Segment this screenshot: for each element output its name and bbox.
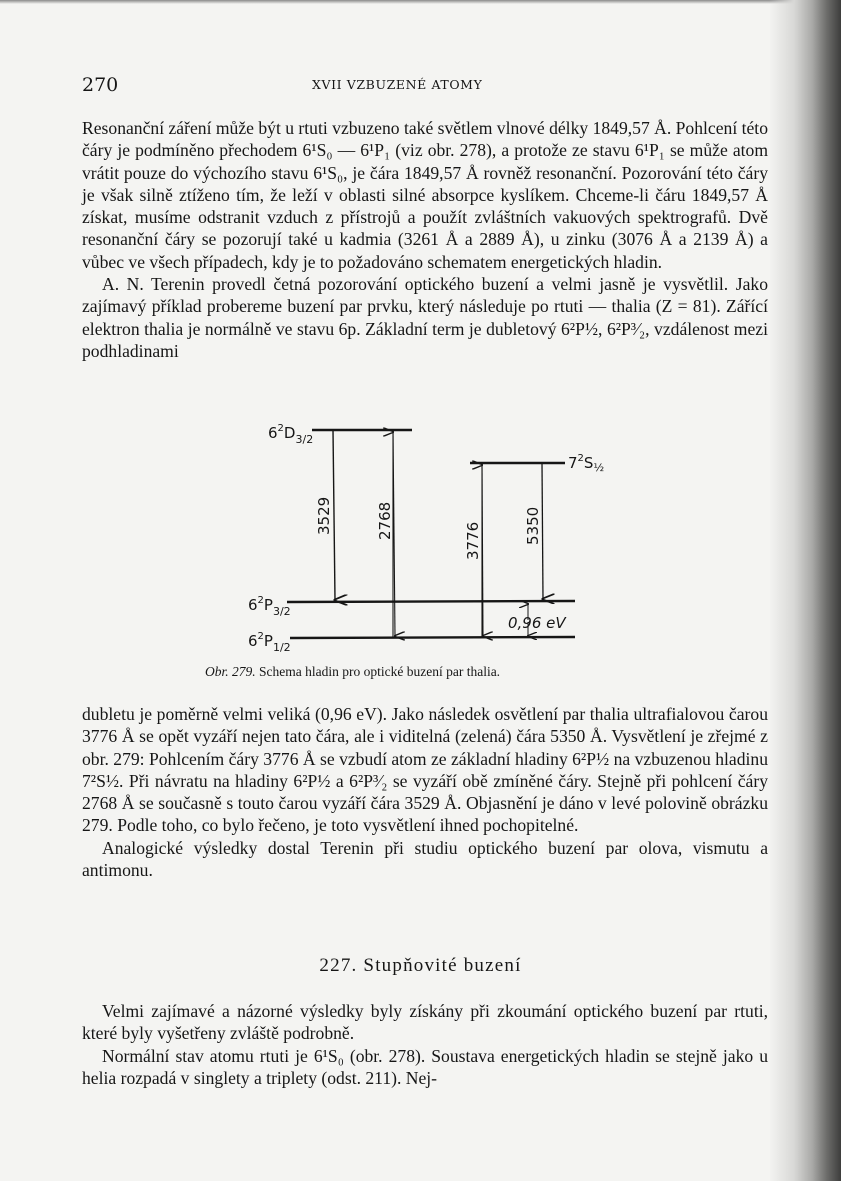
running-head: XVII VZBUZENÉ ATOMY — [312, 77, 483, 92]
svg-text:3529: 3529 — [315, 496, 333, 535]
svg-text:62P1/2: $6^2P_{1/2}$ — [248, 631, 291, 654]
svg-text:62P3/2: $6^2P_{3/2}$ — [248, 595, 291, 618]
paragraph-thallium-explanation: dubletu je poměrně velmi veliká (0,96 eV). Jako následek osvětlení par thalia ultrafialovou čarou 3776 Å se opět vyzáří nejen tato čára, ale i viditelná (zelená) čára 5350 Å. Vysvětlení je zřejmé z obr. 279: Pohlcením čáry 3776 Å se vzbudí atom ze základní hladiny 6²P½ na vzbuzenou hladinu 7²S½. Při návratu na hladiny 6²P½ a 6²P³⁄₂ se vyzáří obě zmíněné čáry. Stejně při pohlcení čáry 2768 Å se současně s touto čarou vyzáří čára 3529 Å. Objasnění je dáno v levé polovině obrázku 279. Podle toho, co bylo řečeno, je toto vysvětlení ihned pochopitelné. — [82, 704, 768, 836]
paragraph-mercury-normal-state: Normální stav atomu rtuti je 6¹S₀ (obr. 278). Soustava energetických hladin se stejně jako u helia rozpadá v singlety a triplety (odst. 211). Nej- — [82, 1045, 768, 1088]
page-header — [82, 74, 762, 96]
paragraph-resonance: Resonanční záření může být u rtuti vzbuzeno také světlem vlnové délky 1849,57 Å. Pohlcení této čáry je podmíněno přechodem 6¹S₀ — 6¹P₁ (viz obr. 278), a protože ze stavu 6¹P₁ se může atom vrátit pouze do výchozího stavu 6¹S₀, je čára 1849,57 Å rovněž resonanční. Pozorování této čáry je však silně ztíženo tím, že leží v oblasti silné absorpce kyslíkem. Chceme-li čáru 1849,57 Å získat, musíme odstranit vzduch z přístrojů a použít zvláštních vakuových spektrografů. Dvě resonanční čáry se pozorují také u kadmia (3261 Å a 2889 Å), u zinku (3076 Å a 2139 Å) a vůbec ve všech případech, kdy je to požadováno schematem energetických hladin. — [82, 118, 768, 272]
svg-text:0,96 eV: 0,96 eV — [508, 614, 566, 632]
paragraph-terenin: A. N. Terenin provedl četná pozorování optického buzení a velmi jasně je vysvětlil. Jako zajímavý příklad probereme buzení par prvku, který následuje po rtuti — thalia (Z = 81). Zářící elektron thalia je normálně ve stavu 6p. Základní term je dubletový 6²P½, 6²P³⁄₂, vzdálenost mezi podhladinami — [82, 274, 768, 361]
text-block-bottom — [82, 1000, 768, 1089]
svg-text:2768: 2768 — [376, 501, 394, 540]
page-number: 270 — [82, 74, 119, 96]
svg-text:72S½: $7^2S_{\frac{1}{2}}$ — [568, 453, 605, 474]
level-line-6-2P1-2 — [290, 637, 575, 638]
energy-level-diagram — [230, 410, 630, 660]
svg-text:62D3/2: $6^2D_{3/2}$ — [268, 423, 314, 446]
paragraph-analogous-results: Analogické výsledky dostal Terenin při studiu optického buzení par olova, vismutu a antimonu. — [82, 837, 768, 881]
paragraph-mercury-results: Velmi zajímavé a názorné výsledky byly získány při zkoumání optického buzení par rtuti, které byly vyšetřeny zvláště podrobně. — [82, 1001, 768, 1044]
svg-text:3776: 3776 — [464, 521, 482, 560]
book-spine-shadow — [769, 0, 841, 1181]
section-heading: 227. Stupňovité buzení — [319, 955, 522, 976]
figure-caption — [205, 664, 500, 680]
svg-text:5350: 5350 — [524, 506, 542, 545]
text-block-middle — [82, 703, 768, 881]
figure-caption-label: Obr. 279. — [205, 664, 256, 679]
level-line-6-2P3-2 — [287, 601, 575, 602]
page-top-edge — [0, 0, 841, 4]
figure-caption-text: Schema hladin pro optické buzení par thalia. — [259, 664, 501, 679]
text-block-top — [82, 117, 768, 362]
